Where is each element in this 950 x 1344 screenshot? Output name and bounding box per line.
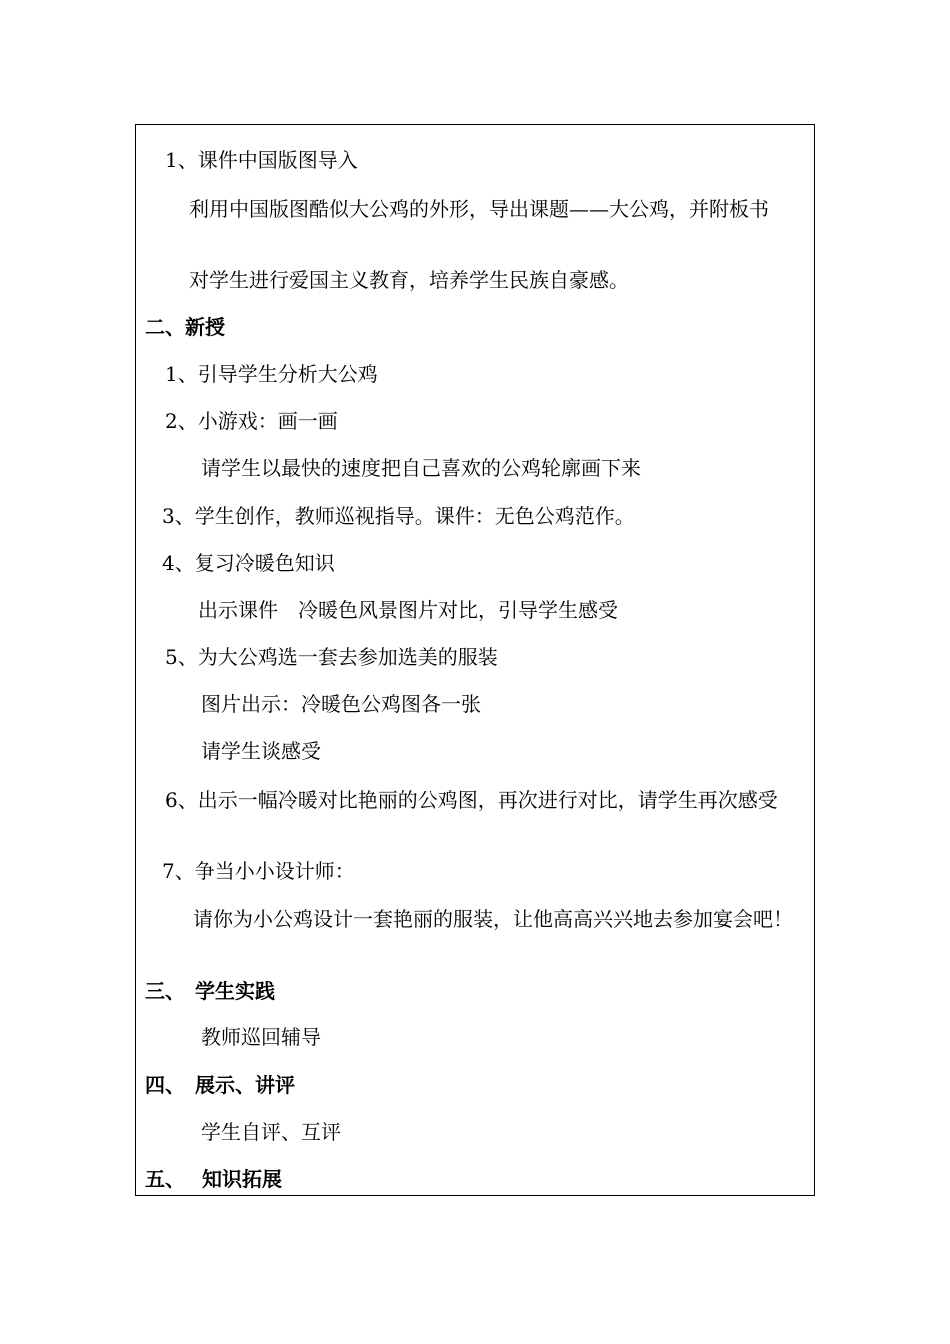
step-analyze-rooster: 1、引导学生分析大公鸡 [165,362,378,386]
section-heading-display-review: 四、 展示、讲评 [145,1073,295,1097]
picture-display-note: 图片出示：冷暖色公鸡图各一张 [201,692,481,716]
teacher-guidance-note: 教师巡回辅导 [201,1025,321,1049]
designer-task-instruction: 请你为小公鸡设计一套艳丽的服装，让他高高兴兴地去参加宴会吧！ [193,907,793,931]
step-mini-game: 2、小游戏：画一画 [165,409,338,433]
step-courseware-map-intro: 1、课件中国版图导入 [165,148,358,172]
step-review-warm-cool: 4、复习冷暖色知识 [162,551,335,575]
intro-explanation: 利用中国版图酷似大公鸡的外形，导出课题——大公鸡，并附板书 [189,197,769,221]
step-contrast-rooster-picture: 6、出示一幅冷暖对比艳丽的公鸡图，再次进行对比，请学生再次感受 [165,788,778,812]
section-heading-new-lesson: 二、新授 [145,315,225,339]
step-student-creation: 3、学生创作，教师巡视指导。课件：无色公鸡范作。 [162,504,635,528]
self-peer-review-note: 学生自评、互评 [201,1120,341,1144]
students-share-feelings: 请学生谈感受 [201,739,321,763]
section-heading-practice: 三、 学生实践 [145,979,275,1003]
step-choose-outfit: 5、为大公鸡选一套去参加选美的服装 [165,645,498,669]
patriotic-education-note: 对学生进行爱国主义教育，培养学生民族自豪感。 [189,268,629,292]
mini-game-instruction: 请学生以最快的速度把自己喜欢的公鸡轮廓画下来 [201,456,641,480]
section-heading-knowledge-extension: 五、 知识拓展 [145,1167,282,1191]
warm-cool-courseware-note: 出示课件 冷暖色风景图片对比，引导学生感受 [198,598,618,622]
step-little-designer: 7、争当小小设计师： [162,859,355,883]
